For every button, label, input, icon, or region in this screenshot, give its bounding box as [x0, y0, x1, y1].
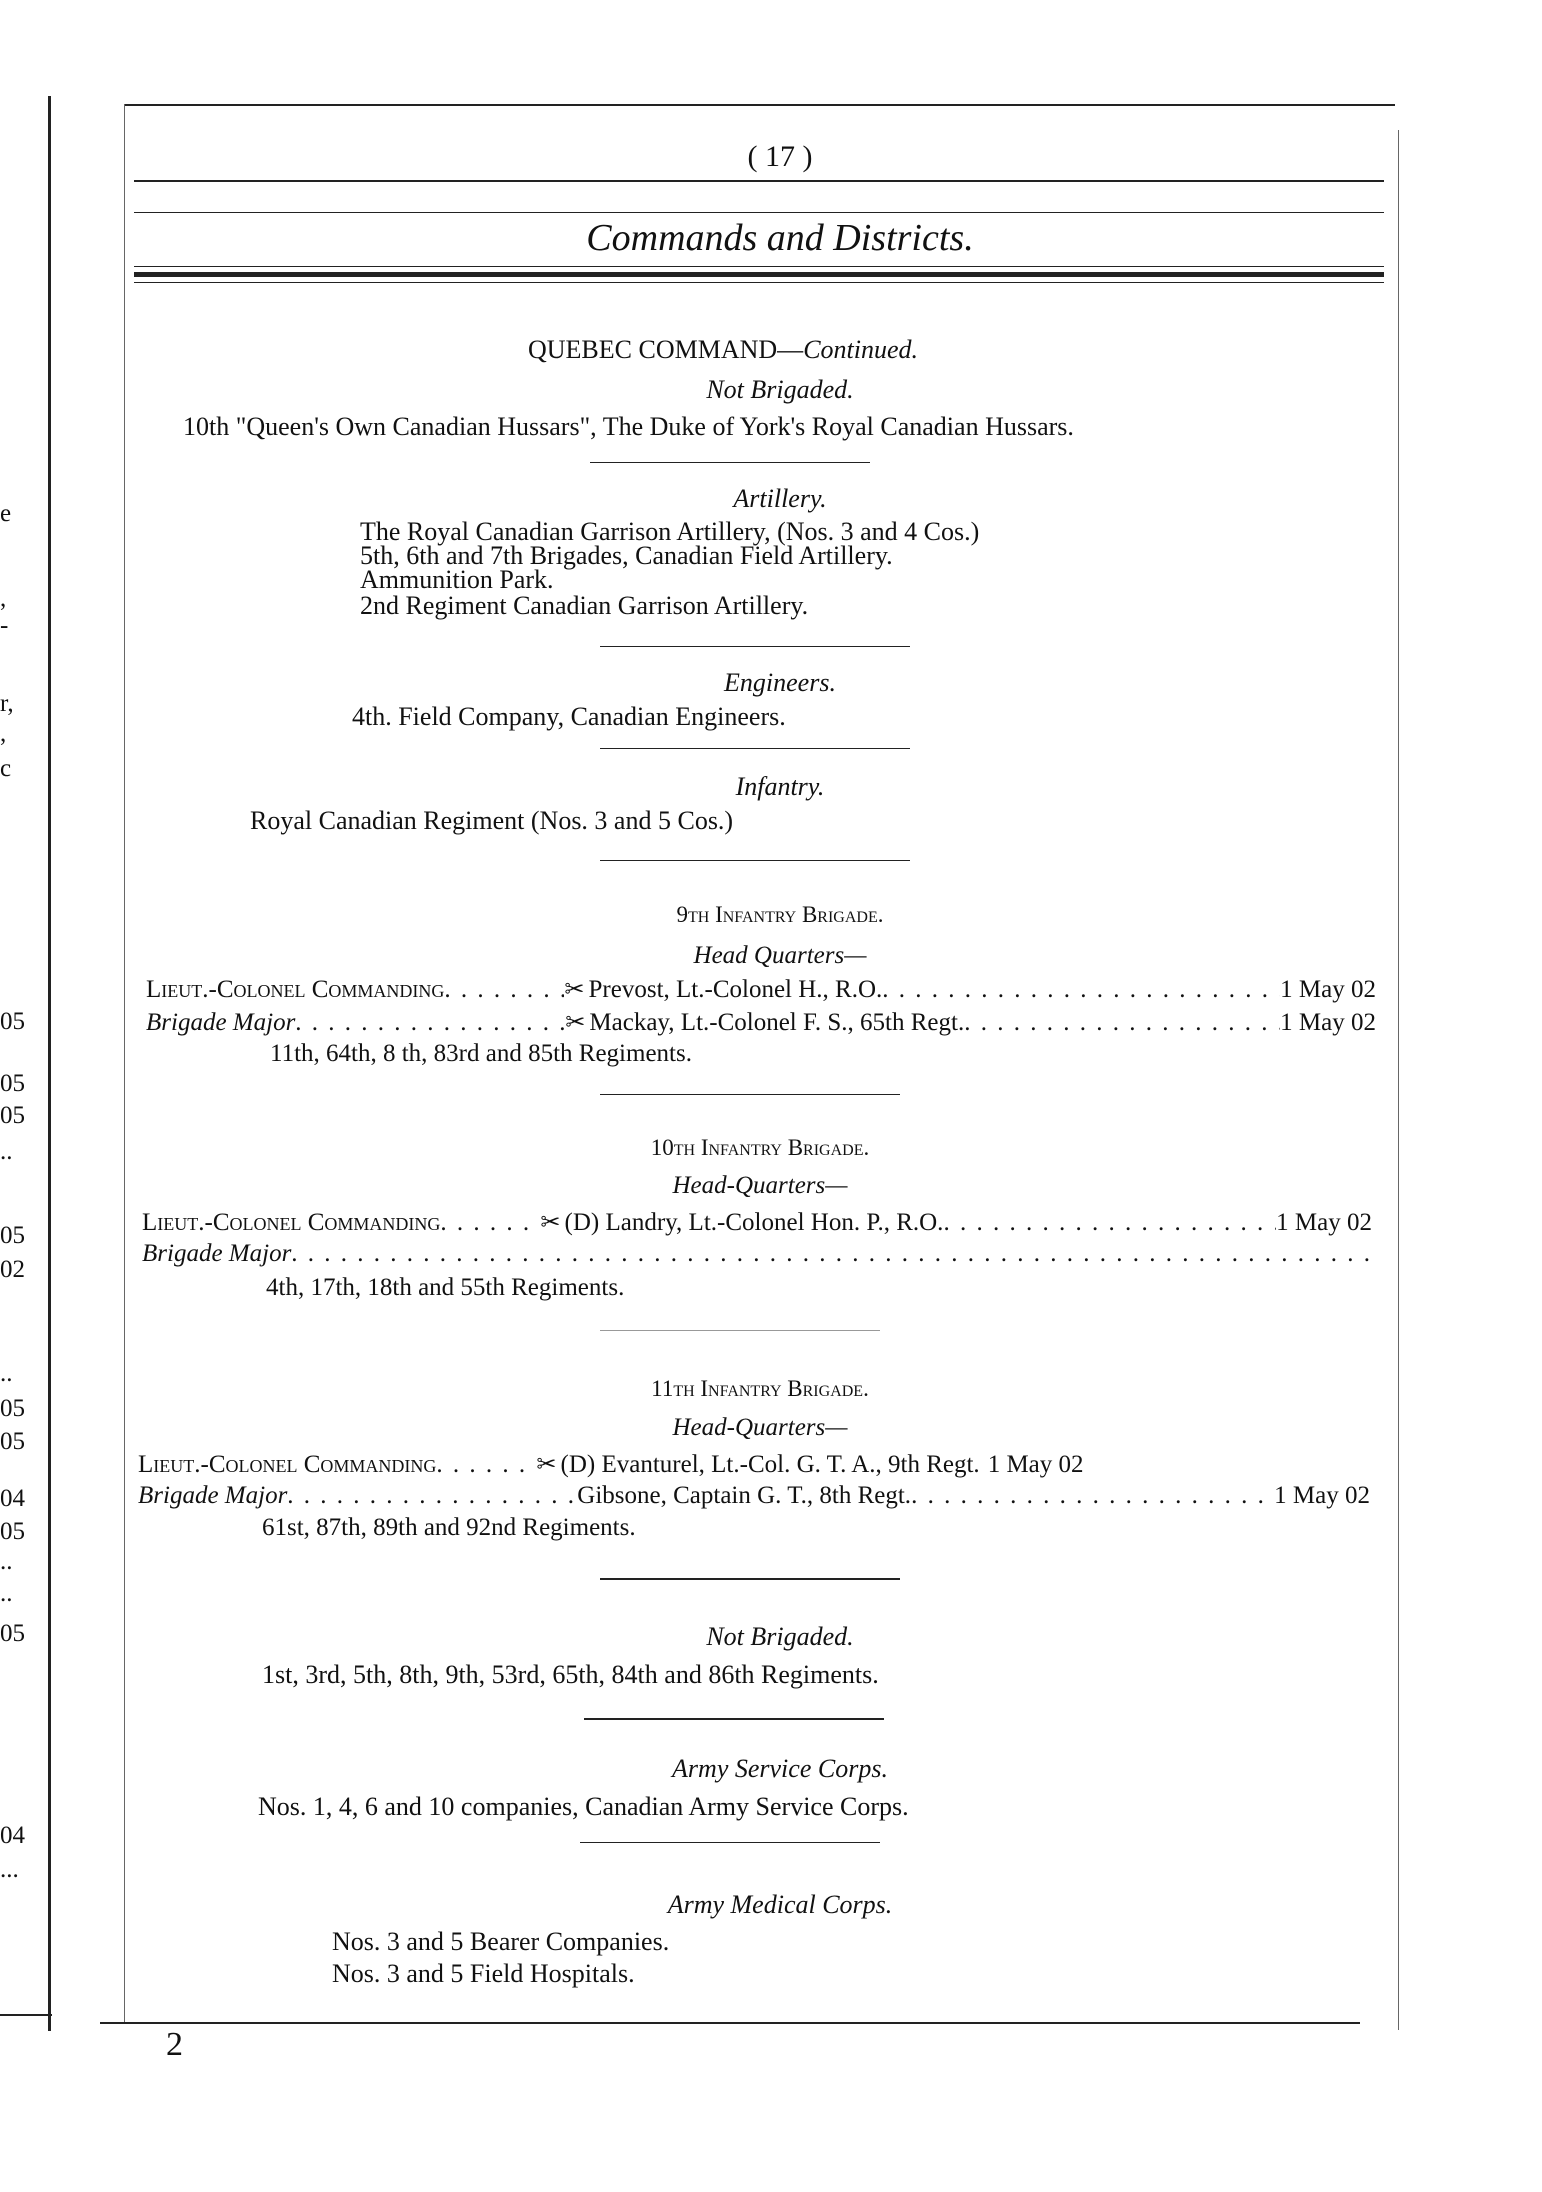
scissors-icon: ✂: [565, 1010, 586, 1036]
margin-fragment: 05: [0, 1070, 25, 1097]
leader-dots: [295, 1009, 565, 1037]
leader-dots: [444, 976, 564, 1004]
appointment-date: 1 May 02: [1274, 1482, 1370, 1509]
leader-dots: [964, 1009, 1280, 1037]
leader-dots: [943, 1209, 1276, 1237]
army-service-corps-line: Nos. 1, 4, 6 and 10 companies, Canadian Army Service Corps.: [258, 1792, 909, 1821]
officer-name: Mackay, Lt.-Colonel F. S., 65th Regt.: [589, 1009, 965, 1036]
section-divider: [600, 646, 910, 647]
brigade-10-regiments: 4th, 17th, 18th and 55th Regiments.: [266, 1274, 625, 1301]
section-divider: [580, 1842, 880, 1843]
medical-line: Nos. 3 and 5 Field Hospitals.: [332, 1959, 635, 1988]
leader-dots: [287, 1482, 577, 1510]
brigade-9-heading: 9th Infantry Brigade.: [676, 902, 884, 927]
scissors-icon: ✂: [564, 977, 585, 1003]
artillery-line: 5th, 6th and 7th Brigades, Canadian Field Artillery.: [360, 541, 893, 570]
section-heading-artillery: Artillery.: [733, 484, 827, 513]
section-heading-not-brigaded-2: Not Brigaded.: [706, 1622, 854, 1651]
artillery-list: [360, 517, 980, 620]
role-label: Brigade Major: [138, 1482, 288, 1509]
section-divider: [600, 1578, 900, 1580]
margin-fragment: -: [0, 612, 9, 639]
artillery-line: Ammunition Park.: [360, 565, 554, 594]
army-medical-corps-list: [332, 1926, 669, 1990]
brigade-11-hq: Head-Quarters—: [672, 1414, 848, 1441]
brigade-9-hq: Head Quarters—: [693, 942, 867, 969]
not-brigaded-regiments: 1st, 3rd, 5th, 8th, 9th, 53rd, 65th, 84th and 86th Regiments.: [262, 1660, 879, 1689]
margin-fragment: r,: [0, 690, 14, 717]
adjacent-page-border: [48, 96, 51, 2031]
margin-fragment: 05: [0, 1518, 25, 1545]
margin-fragment: e: [0, 500, 12, 527]
page-title: Commands and Districts.: [586, 217, 974, 259]
margin-fragment: ...: [0, 1856, 19, 1883]
leader-dots: [291, 1240, 1372, 1268]
margin-fragment: 04: [0, 1485, 25, 1512]
brigade-10-commander-row: [142, 1208, 1372, 1237]
footer-signature-number: 2: [166, 2026, 183, 2063]
officer-name: (D) Landry, Lt.-Colonel Hon. P., R.O.: [564, 1209, 944, 1236]
title-rule-thick: [134, 272, 1384, 277]
margin-fragment: ..: [0, 1360, 13, 1387]
brigade-10-major-row: [142, 1240, 1372, 1268]
section-divider: [600, 1330, 880, 1331]
command-heading-continued: Continued.: [803, 335, 919, 364]
brigade-10-hq: Head-Quarters—: [672, 1172, 848, 1199]
margin-fragment: 05: [0, 1620, 25, 1647]
role-label: Lieut.-Colonel Commanding: [146, 976, 445, 1003]
scissors-icon: ✂: [540, 1210, 561, 1236]
leader-dots: [882, 976, 1280, 1004]
artillery-line: 2nd Regiment Canadian Garrison Artillery.: [360, 591, 809, 620]
margin-fragment: ..: [0, 1580, 13, 1607]
command-heading: [528, 335, 918, 365]
leader-dots: [436, 1451, 536, 1479]
margin-fragment: ,: [0, 585, 7, 612]
section-divider: [584, 1718, 884, 1720]
frame-right-rule: [1398, 130, 1399, 2030]
margin-fragment: c: [0, 755, 12, 782]
brigade-11-regiments: 61st, 87th, 89th and 92nd Regiments.: [262, 1514, 636, 1541]
section-divider: [600, 1094, 900, 1095]
appointment-date: 1 May 02: [987, 1451, 1084, 1478]
engineers-line: 4th. Field Company, Canadian Engineers.: [352, 702, 786, 731]
brigade-9-major-row: [146, 1008, 1376, 1037]
role-label: Brigade Major: [146, 1009, 296, 1036]
frame-left-rule: [124, 104, 125, 2024]
officer-name: (D) Evanturel, Lt.-Col. G. T. A., 9th Regt.: [560, 1451, 980, 1478]
header-rule-2: [134, 212, 1384, 213]
scissors-icon: ✂: [536, 1452, 557, 1478]
margin-fragment: ..: [0, 1548, 13, 1575]
brigade-11-major-row: [138, 1482, 1370, 1510]
officer-name: Gibsone, Captain G. T., 8th Regt.: [577, 1482, 912, 1509]
officer-name: Prevost, Lt.-Colonel H., R.O.: [588, 976, 883, 1003]
leader-dots: [440, 1209, 540, 1237]
section-divider: [600, 860, 910, 861]
brigade-11-commander-row: [138, 1450, 1370, 1479]
title-rule-thin-2: [134, 282, 1384, 283]
section-heading-infantry: Infantry.: [735, 772, 825, 801]
role-label: Brigade Major: [142, 1240, 292, 1267]
frame-top-rule: [125, 104, 1395, 106]
leader-dots: [911, 1482, 1274, 1510]
brigade-9-regiments: 11th, 64th, 8 th, 83rd and 85th Regiments.: [270, 1040, 692, 1067]
section-heading-army-medical-corps: Army Medical Corps.: [667, 1890, 893, 1919]
section-divider: [600, 748, 910, 749]
medical-line: Nos. 3 and 5 Bearer Companies.: [332, 1927, 670, 1956]
infantry-line: Royal Canadian Regiment (Nos. 3 and 5 Cos.): [250, 806, 734, 835]
header-rule-1: [134, 180, 1384, 182]
brigade-10-heading: 10th Infantry Brigade.: [650, 1135, 870, 1160]
brigade-11-heading: 11th Infantry Brigade.: [651, 1376, 869, 1401]
role-label: Lieut.-Colonel Commanding: [138, 1451, 437, 1478]
appointment-date: 1 May 02: [1280, 976, 1376, 1003]
page-number: ( 17 ): [747, 140, 813, 173]
appointment-date: 1 May 02: [1280, 1009, 1376, 1036]
frame-bottom-rule: [100, 2022, 1360, 2024]
hussars-line: 10th "Queen's Own Canadian Hussars", The Duke of York's Royal Canadian Hussars.: [183, 412, 1074, 441]
section-divider: [590, 462, 870, 463]
margin-fragment: 05: [0, 1222, 25, 1249]
margin-fragment: 05: [0, 1395, 25, 1422]
margin-fragment: 02: [0, 1256, 25, 1283]
margin-fragment: ,: [0, 720, 7, 747]
margin-fragment: 05: [0, 1102, 25, 1129]
margin-fragment: 05: [0, 1428, 25, 1455]
section-heading-not-brigaded: Not Brigaded.: [706, 375, 854, 404]
adjacent-page-bottom-rule: [0, 2014, 52, 2016]
section-heading-engineers: Engineers.: [724, 668, 836, 697]
role-label: Lieut.-Colonel Commanding: [142, 1209, 441, 1236]
margin-fragment: 05: [0, 1008, 25, 1035]
title-rule-thin: [134, 266, 1384, 267]
command-heading-main: QUEBEC COMMAND—: [528, 335, 804, 364]
appointment-date: 1 May 02: [1276, 1209, 1372, 1236]
brigade-9-commander-row: [146, 975, 1376, 1004]
section-heading-army-service-corps: Army Service Corps.: [672, 1754, 888, 1783]
margin-fragment: 04: [0, 1822, 25, 1849]
margin-fragment: ..: [0, 1138, 13, 1165]
artillery-line: The Royal Canadian Garrison Artillery, (Nos. 3 and 4 Cos.): [360, 517, 980, 546]
